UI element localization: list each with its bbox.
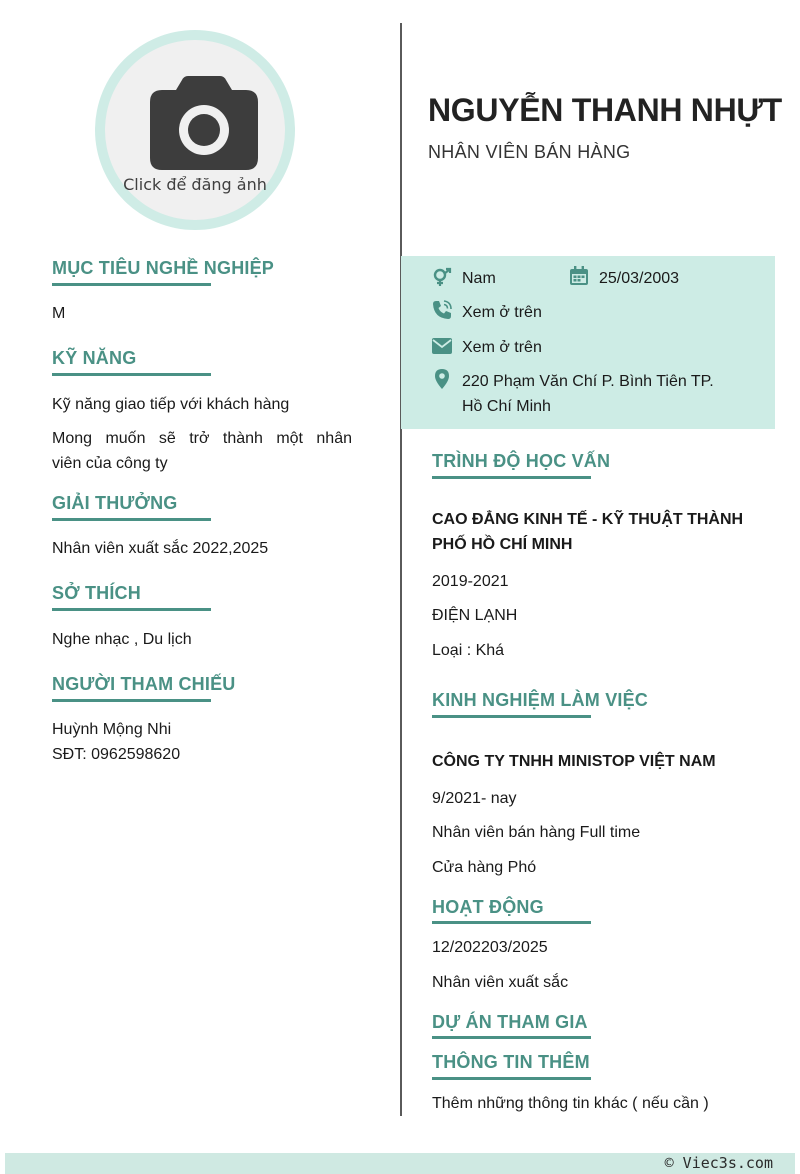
reference-phone: SĐT: 0962598620 xyxy=(52,746,181,763)
email-icon xyxy=(432,336,452,356)
school-name-line-2: PHỐ HỒ CHÍ MINH xyxy=(432,536,573,553)
gender-value: Nam xyxy=(462,270,496,287)
experience-period: 9/2021- nay xyxy=(432,790,517,807)
skill-item-line-2: viên của công ty xyxy=(52,455,168,472)
experience-position: Nhân viên bán hàng Full time xyxy=(432,824,641,841)
hobbies-text: Nghe nhạc , Du lịch xyxy=(52,631,192,648)
experience-detail: Cửa hàng Phó xyxy=(432,859,537,876)
objective-title: MỤC TIÊU NGHỀ NGHIỆP xyxy=(52,258,275,278)
company-name: CÔNG TY TNHH MINISTOP VIỆT NAM xyxy=(432,753,716,770)
school-name-line-1: CAO ĐẲNG KINH TẾ - KỸ THUẬT THÀNH xyxy=(432,511,744,528)
hobbies-title: SỞ THÍCH xyxy=(52,583,141,603)
camera-icon xyxy=(150,76,258,170)
activities-title: HOẠT ĐỘNG xyxy=(432,897,544,917)
footer-credit: © Viec3s.com xyxy=(664,1154,773,1172)
address-value xyxy=(462,369,714,419)
school-name xyxy=(432,507,743,557)
address-line-1: 220 Phạm Văn Chí P. Bình Tiên TP. xyxy=(462,373,714,390)
activities-underline xyxy=(432,921,591,924)
awards-text: Nhân viên xuất sắc 2022,2025 xyxy=(52,540,269,557)
activities-period: 12/202203/2025 xyxy=(432,939,548,956)
hobbies-underline xyxy=(52,608,211,611)
skills-underline xyxy=(52,373,211,376)
candidate-name: NGUYỄN THANH NHỰT xyxy=(428,92,782,128)
more-info-text: Thêm những thông tin khác ( nếu cần ) xyxy=(432,1095,709,1112)
email-value: Xem ở trên xyxy=(462,339,542,356)
objective-text: M xyxy=(52,305,66,322)
experience-underline xyxy=(432,715,591,718)
projects-underline xyxy=(432,1036,591,1039)
reference-name: Huỳnh Mộng Nhi xyxy=(52,721,172,738)
address-line-2: Hồ Chí Minh xyxy=(462,398,551,415)
birthday-value: 25/03/2003 xyxy=(599,270,680,287)
phone-icon xyxy=(432,300,452,320)
avatar-upload[interactable] xyxy=(95,30,295,230)
references-underline xyxy=(52,699,211,702)
more-info-title: THÔNG TIN THÊM xyxy=(432,1052,590,1072)
calendar-icon xyxy=(569,266,589,286)
avatar[interactable] xyxy=(105,40,285,220)
gender-icon xyxy=(432,267,452,287)
avatar-caption: Click để đăng ảnh xyxy=(123,175,267,194)
references-title: NGƯỜI THAM CHIẾU xyxy=(52,674,236,694)
more-info-underline xyxy=(432,1077,591,1080)
projects-title: DỰ ÁN THAM GIA xyxy=(432,1012,588,1032)
location-icon xyxy=(432,369,452,389)
education-major: ĐIỆN LẠNH xyxy=(432,607,518,624)
education-grade: Loại : Khá xyxy=(432,642,505,659)
awards-title: GIẢI THƯỞNG xyxy=(52,493,178,513)
column-divider xyxy=(400,23,402,1116)
activities-text: Nhân viên xuất sắc xyxy=(432,974,569,991)
education-years: 2019-2021 xyxy=(432,573,509,590)
education-underline xyxy=(432,476,591,479)
experience-title: KINH NGHIỆM LÀM VIỆC xyxy=(432,690,649,710)
skill-item xyxy=(52,426,352,476)
skill-item-line-1: Mong muốn sẽ trở thành một nhân xyxy=(52,430,352,447)
skill-item: Kỹ năng giao tiếp với khách hàng xyxy=(52,396,290,413)
skills-title: KỸ NĂNG xyxy=(52,348,137,368)
awards-underline xyxy=(52,518,211,521)
education-title: TRÌNH ĐỘ HỌC VẤN xyxy=(432,451,611,471)
phone-value: Xem ở trên xyxy=(462,304,542,321)
objective-underline xyxy=(52,283,211,286)
candidate-role: NHÂN VIÊN BÁN HÀNG xyxy=(428,142,631,162)
